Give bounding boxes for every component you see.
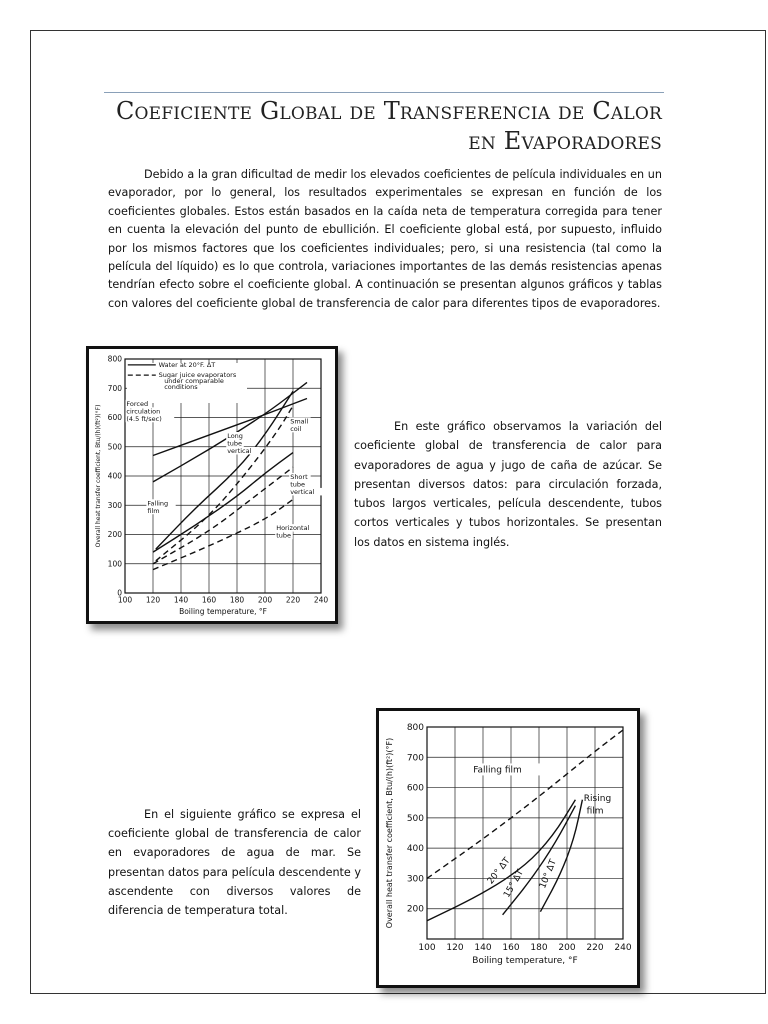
- document-title: [104, 96, 662, 156]
- x-tick-label: 180: [530, 943, 548, 953]
- annotation-falling-film: Falling film: [473, 765, 522, 776]
- annotation-long-tube-vertical: vertical: [227, 446, 252, 455]
- x-tick-label: 100: [117, 595, 133, 605]
- y-tick-label: 400: [107, 471, 122, 481]
- y-tick-label: 700: [107, 383, 122, 393]
- annotation-forced-circulation: (4.5 ft/sec): [126, 414, 162, 423]
- annotation-falling-film: Falling: [147, 499, 169, 508]
- annotation-rising-film: Rising: [583, 794, 612, 805]
- series-line-short-tube-vertical-dashed: [153, 467, 293, 564]
- annotation-15-delta-t: 15° ΔT: [502, 868, 527, 900]
- annotation-short-tube-vertical: Short: [290, 472, 308, 481]
- annotation-forced-circulation: circulation: [126, 407, 161, 416]
- y-tick-label: 800: [107, 354, 122, 364]
- x-tick-label: 100: [418, 943, 436, 953]
- annotation-forced-circulation: Forced: [126, 399, 149, 408]
- legend-label-sugar-2: under comparable: [164, 376, 224, 385]
- figure-1-chart: [86, 346, 338, 624]
- title-rule: [104, 92, 664, 93]
- series-line-long-tube-vertical-solid: [156, 391, 293, 549]
- y-tick-label: 700: [406, 753, 424, 764]
- annotation-small-coil: Small: [290, 417, 309, 426]
- y-tick-label: 200: [107, 530, 122, 539]
- y-tick-label: 400: [406, 844, 424, 855]
- chart-1-svg: [89, 349, 335, 621]
- annotation-short-tube-vertical: vertical: [290, 487, 315, 496]
- intro-paragraph: Debido a la gran dificultad de medir los elevados coeficientes de película individuales en un evaporador, por lo general, los resultados experimentales se expresan en función de los coeficientes globales. Estos están basados en la caída neta de temperatura corregida para tener en cuenta la elevación del punto de ebullición. El coeficiente global está, por supuesto, influido por los mismos factores que los coeficientes individuales; pero, si una resistencia (tal como la película del líquido) es lo que controla, variaciones importantes de las demás resistencias apenas tendrían efecto sobre el coeficiente global. A continuación se presentan algunos gráficos y tablas con valores del coeficiente global de transferencia de calor para diferentes tipos de evaporadores.: [108, 168, 662, 310]
- figure-2-chart: [376, 708, 640, 988]
- x-tick-label: 140: [173, 595, 189, 605]
- x-axis-label: Boiling temperature, °F: [179, 607, 267, 616]
- annotation-10-delta-t: 10° ΔT: [538, 858, 559, 891]
- title-line-2: en Evaporadores: [468, 127, 662, 155]
- y-axis-label: Overall heat transfer coefficient, Btu/(h)(ft²)(°F): [385, 737, 394, 929]
- y-tick-label: 500: [107, 442, 122, 452]
- x-tick-label: 220: [285, 595, 301, 605]
- y-axis-label: Overall heat transfer coefficient, Btu/(h)(ft²)(°F): [95, 404, 102, 548]
- annotation-20-delta-t: 20° ΔT: [485, 856, 513, 887]
- y-tick-label: 500: [406, 813, 424, 824]
- x-tick-label: 240: [313, 595, 329, 605]
- x-tick-label: 120: [145, 595, 161, 605]
- legend-label-sugar: Sugar juice evaporators: [158, 371, 237, 380]
- x-tick-label: 200: [257, 595, 273, 605]
- annotation-horizontal-tube: Horizontal: [276, 524, 310, 533]
- annotation-small-coil: coil: [290, 424, 302, 433]
- y-tick-label: 600: [406, 783, 424, 794]
- annotation-long-tube-vertical: Long: [227, 431, 243, 440]
- y-tick-label: 0: [117, 588, 122, 598]
- y-tick-label: 100: [107, 559, 122, 569]
- annotation-long-tube-vertical: tube: [227, 439, 242, 448]
- x-tick-label: 180: [229, 595, 245, 605]
- title-line-1: Coeficiente Global de Transferencia de Calor: [115, 97, 662, 125]
- y-tick-label: 300: [107, 500, 122, 510]
- x-tick-label: 120: [446, 943, 464, 953]
- x-tick-label: 160: [201, 595, 217, 605]
- y-tick-label: 200: [406, 904, 424, 915]
- annotation-short-tube-vertical: tube: [290, 480, 305, 489]
- x-tick-label: 160: [502, 943, 520, 953]
- annotation-rising-film-2: film: [586, 806, 604, 817]
- figure-2-description: En el siguiente gráfico se expresa el coeficiente global de transferencia de calor en evaporadores de agua de mar. Se presentan datos para película descendente y ascendente con diversos valores de diferencia de temperatura total.: [108, 808, 361, 918]
- x-tick-label: 240: [614, 943, 632, 953]
- figure-1-description: En este gráfico observamos la variación del coeficiente global de transferencia de calor para evaporadores de agua y jugo de caña de azúcar. Se presentan diversos datos: para circulación forzada, tubos largos verticales, película descendente, tubos cortos verticales y tubos horizontales. Se presentan los datos en sistema inglés.: [354, 420, 662, 549]
- annotation-horizontal-tube: tube: [276, 531, 291, 540]
- x-axis-label: Boiling temperature, °F: [472, 956, 578, 966]
- legend-label-water: Water at 20°F. ΔT: [158, 361, 216, 370]
- y-tick-label: 300: [406, 874, 424, 885]
- x-tick-label: 140: [474, 943, 492, 953]
- chart-2-svg: [379, 711, 637, 985]
- x-tick-label: 220: [586, 943, 604, 953]
- annotation-falling-film: film: [147, 506, 160, 515]
- y-tick-label: 800: [406, 723, 424, 733]
- legend-label-sugar-3: conditions: [164, 382, 198, 391]
- x-tick-label: 200: [558, 943, 576, 953]
- y-tick-label: 600: [107, 413, 122, 422]
